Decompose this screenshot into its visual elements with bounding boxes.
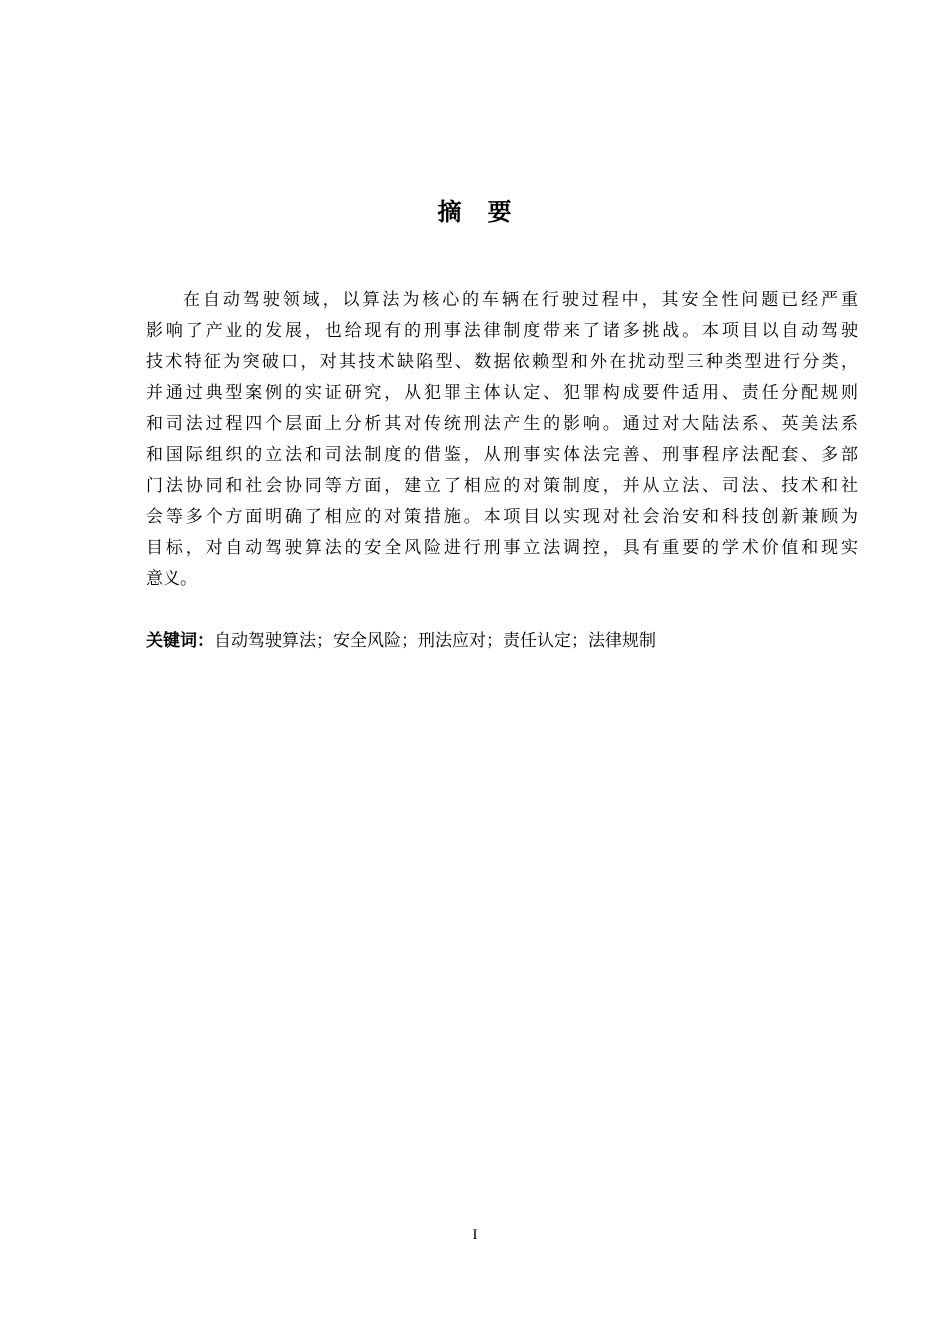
abstract-body [146,285,858,595]
abstract-line: 意义。 [146,569,197,589]
keywords [146,626,858,657]
abstract-line: 会等多个方面明确了相应的对策措施。本项目以实现对社会治安和科技创新兼顾为 [146,507,858,527]
page-number: I [472,1227,478,1243]
abstract-line: 在自动驾驶领域，以算法为核心的车辆在行驶过程中，其安全性问题已经严重 [183,290,858,310]
page-title: 摘 要 [437,198,513,226]
abstract-line: 影响了产业的发展，也给现有的刑事法律制度带来了诸多挑战。本项目以自动驾驶 [146,321,858,341]
keywords-text: 自动驾驶算法；安全风险；刑法应对；责任认定；法律规制 [214,631,656,651]
abstract-line: 和国际组织的立法和司法制度的借鉴，从刑事实体法完善、刑事程序法配套、多部 [146,445,858,465]
abstract-line: 门法协同和社会协同等方面，建立了相应的对策制度，并从立法、司法、技术和社 [146,476,858,496]
abstract-line: 并通过典型案例的实证研究，从犯罪主体认定、犯罪构成要件适用、责任分配规则 [146,383,858,403]
abstract-line: 技术特征为突破口，对其技术缺陷型、数据依赖型和外在扰动型三种类型进行分类， [146,352,858,372]
keywords-label: 关键词： [146,631,214,651]
abstract-line: 和司法过程四个层面上分析其对传统刑法产生的影响。通过对大陆法系、英美法系 [146,414,858,434]
abstract-line: 目标，对自动驾驶算法的安全风险进行刑事立法调控，具有重要的学术价值和现实 [146,538,858,558]
